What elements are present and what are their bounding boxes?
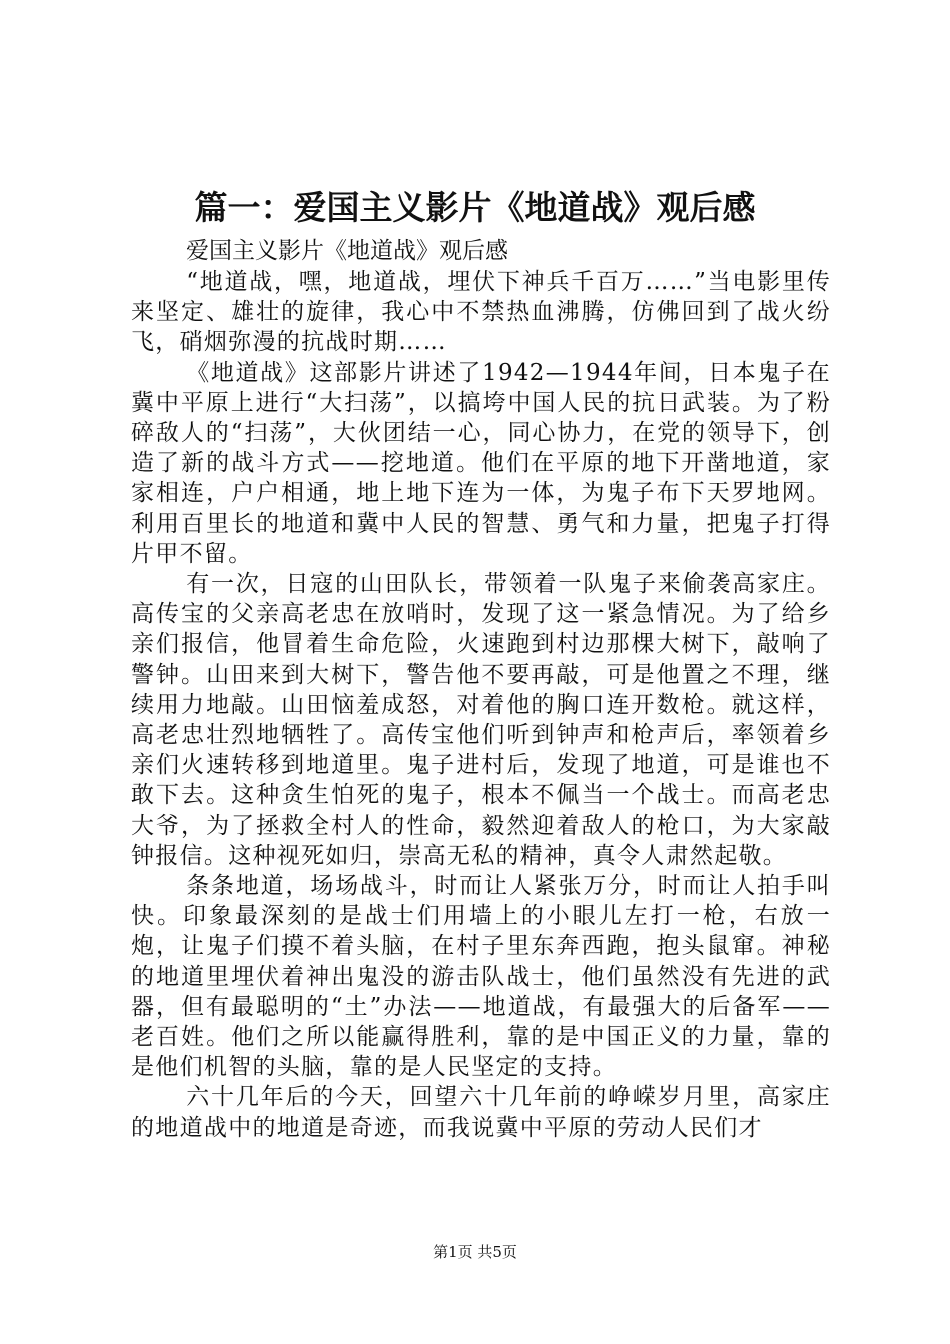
document-subtitle: 爱国主义影片《地道战》观后感 (186, 238, 508, 264)
document-title: 篇一：爱国主义影片《地道战》观后感 (194, 188, 756, 227)
document-body (131, 267, 831, 1143)
paragraph: 条条地道，场场战斗，时而让人紧张万分，时而让人拍手叫快。印象最深刻的是战士们用墙上的小眼儿左打一枪，右放一炮，让鬼子们摸不着头脑，在村子里东奔西跑，抱头鼠窜。神秘的地道里埋伏着神出鬼没的游击队战士，他们虽然没有先进的武器，但有最聪明的“土”办法——地道战，有最强大的后备军——老百姓。他们之所以能赢得胜利，靠的是中国正义的力量，靠的是他们机智的头脑，靠的是人民坚定的支持。 (131, 873, 831, 1081)
page-footer: 第1页 共5页 (433, 1243, 517, 1261)
paragraph: 有一次，日寇的山田队长，带领着一队鬼子来偷袭高家庄。高传宝的父亲高老忠在放哨时，发现了这一紧急情况。为了给乡亲们报信，他冒着生命危险，火速跑到村边那棵大树下，敲响了警钟。山田来到大树下，警告他不要再敲，可是他置之不理，继续用力地敲。山田恼羞成怒，对着他的胸口连开数枪。就这样，高老忠壮烈地牺牲了。高传宝他们听到钟声和枪声后，率领着乡亲们火速转移到地道里。鬼子进村后，发现了地道，可是谁也不敢下去。这种贪生怕死的鬼子，根本不佩当一个战士。而高老忠大爷，为了拯救全村人的性命，毅然迎着敌人的枪口，为大家敲钟报信。这种视死如归，崇高无私的精神，真令人肃然起敬。 (131, 571, 831, 869)
paragraph: 《地道战》这部影片讲述了1942—1944年间，日本鬼子在冀中平原上进行“大扫荡”，以搞垮中国人民的抗日武装。为了粉碎敌人的“扫荡”，大伙团结一心，同心协力，在党的领导下，创造了新的战斗方式——挖地道。他们在平原的地下开凿地道，家家相连，户户相通，地上地下连为一体，为鬼子布下天罗地网。利用百里长的地道和冀中人民的智慧、勇气和力量，把鬼子打得片甲不留。 (131, 359, 831, 567)
paragraph: 六十几年后的今天，回望六十几年前的峥嵘岁月里，高家庄的地道战中的地道是奇迹，而我说冀中平原的劳动人民们才 (131, 1084, 831, 1141)
paragraph: “地道战，嘿，地道战，埋伏下神兵千百万……”当电影里传来坚定、雄壮的旋律，我心中不禁热血沸腾，仿佛回到了战火纷飞，硝烟弥漫的抗战时期…… (131, 269, 831, 356)
